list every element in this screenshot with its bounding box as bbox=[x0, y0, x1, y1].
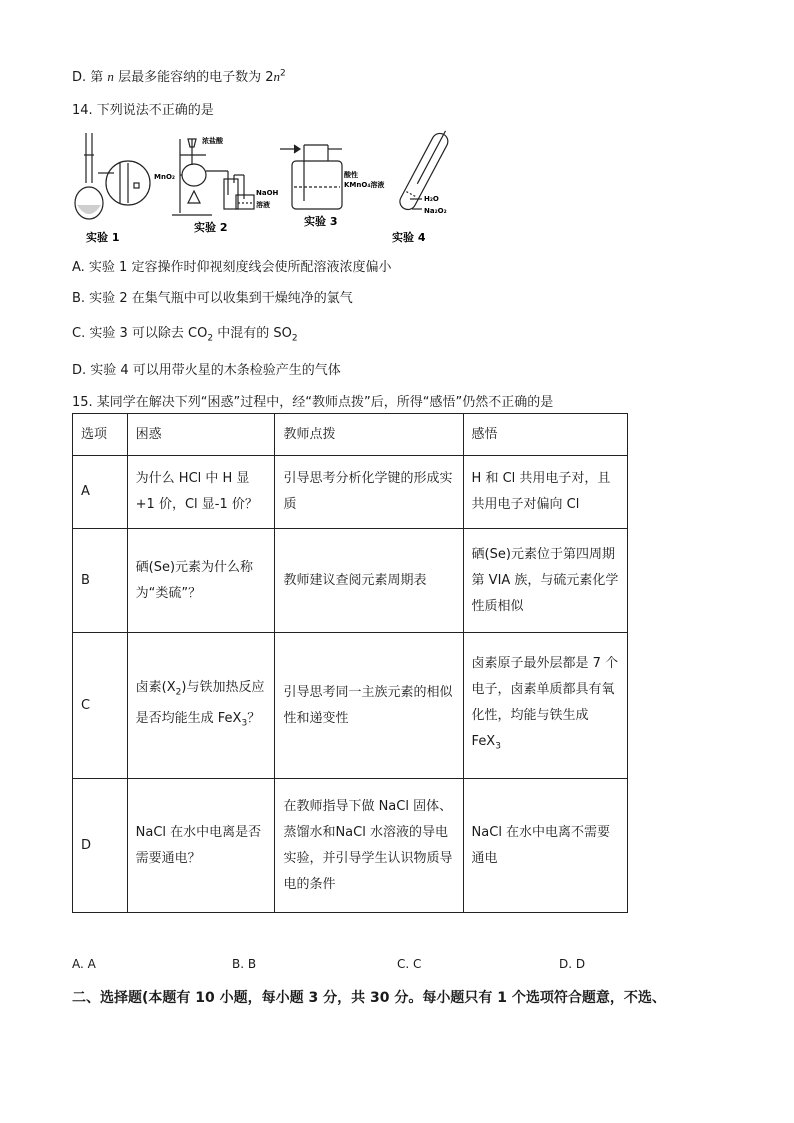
row-c-insight-sub: 3 bbox=[495, 741, 501, 752]
q13-d-exponent: 2 bbox=[279, 68, 286, 79]
row-c-confusion-sub: 2 bbox=[175, 687, 182, 698]
row-hint: 教师建议查阅元素周期表 bbox=[275, 529, 463, 633]
label-acidic: 酸性 bbox=[344, 171, 358, 179]
table-header-row bbox=[73, 414, 628, 456]
q14-option-b: B. 实验 2 在集气瓶中可以收集到干燥纯净的氯气 bbox=[72, 291, 353, 306]
table-row bbox=[73, 456, 628, 529]
q14-c-mid: 中混有的 SO bbox=[213, 326, 292, 341]
header-confusion: 困惑 bbox=[127, 414, 275, 456]
q15-answers bbox=[72, 957, 632, 975]
q14-c-text: C. 实验 3 可以除去 CO bbox=[72, 326, 208, 341]
label-solution: 溶液 bbox=[256, 201, 270, 209]
q14-option-d: D. 实验 4 可以用带火星的木条检验产生的气体 bbox=[72, 363, 341, 378]
row-confusion bbox=[127, 633, 275, 779]
row-option: A bbox=[73, 456, 128, 529]
row-c-confusion-sub2: 3 bbox=[241, 718, 248, 729]
table-row bbox=[73, 633, 628, 779]
row-hint: 引导思考同一主族元素的相似性和递变性 bbox=[275, 633, 463, 779]
label-h2o: H₂O bbox=[424, 195, 439, 203]
table-row bbox=[73, 529, 628, 633]
row-option: D bbox=[73, 779, 128, 913]
row-c-insight-pre: 卤素原子最外层都是 7 个电子，卤素单质都具有氧化性，均能与铁生成 FeX bbox=[471, 656, 619, 750]
q13-d-var: n bbox=[107, 69, 114, 84]
label-exp1: 实验 1 bbox=[86, 231, 120, 244]
q15-stem: 15. 某同学在解决下列“困惑”过程中，经“教师点拨”后，所得“感悟”仍然不正确的是 bbox=[72, 395, 554, 410]
row-option: B bbox=[73, 529, 128, 633]
row-insight: H 和 Cl 共用电子对，且共用电子对偏向 Cl bbox=[463, 456, 627, 529]
q13-d-var2: n bbox=[273, 69, 280, 84]
q13-d-text-rest: 层最多能容纳的电子数为 2 bbox=[118, 70, 274, 85]
q15-table bbox=[72, 413, 628, 913]
q14-option-a: A. 实验 1 定容操作时仰视刻度线会使所配溶液浓度偏小 bbox=[72, 260, 392, 275]
experiment-apparatus-drawing bbox=[72, 125, 462, 247]
label-exp2: 实验 2 bbox=[194, 221, 228, 234]
row-hint: 在教师指导下做 NaCl 固体、蒸馏水和NaCl 水溶液的导电实验，并引导学生认识物质导电的条件 bbox=[275, 779, 463, 913]
q14-stem: 14. 下列说法不正确的是 bbox=[72, 103, 214, 118]
row-hint: 引导思考分析化学键的形成实质 bbox=[275, 456, 463, 529]
experiment-figure bbox=[72, 125, 462, 247]
section-heading: 二、选择题(本题有 10 小题，每小题 3 分，共 30 分。每小题只有 1 个选项符合题意，不选、 bbox=[72, 990, 666, 1006]
row-confusion: 为什么 HCl 中 H 显+1 价，Cl 显-1 价？ bbox=[127, 456, 275, 529]
q13-option-d bbox=[72, 66, 286, 85]
q13-d-text: D. 第 bbox=[72, 70, 104, 85]
row-option: C bbox=[73, 633, 128, 779]
row-insight: NaCl 在水中电离不需要通电 bbox=[463, 779, 627, 913]
row-confusion: 硒(Se)元素为什么称为“类硫”？ bbox=[127, 529, 275, 633]
row-c-confusion-pre: 卤素(X bbox=[135, 679, 176, 695]
label-kmno4: KMnO₄溶液 bbox=[344, 181, 385, 189]
answer-a: A. A bbox=[72, 957, 96, 971]
row-insight: 硒(Se)元素位于第四周期第 VIA 族，与硫元素化学性质相似 bbox=[463, 529, 627, 633]
q14-option-c bbox=[72, 322, 298, 344]
header-insight: 感悟 bbox=[463, 414, 627, 456]
answer-d: D. D bbox=[559, 957, 586, 971]
label-naoh: NaOH bbox=[256, 189, 279, 197]
answer-c: C. C bbox=[397, 957, 422, 971]
answer-b: B. B bbox=[232, 957, 257, 971]
q14-c-sub2: 2 bbox=[291, 333, 298, 344]
row-confusion: NaCl 在水中电离是否需要通电？ bbox=[127, 779, 275, 913]
row-c-confusion-post: )与铁加热反应是否均能生成 FeX bbox=[135, 679, 265, 726]
label-na2o2: Na₂O₂ bbox=[424, 207, 447, 215]
q14-c-sub1: 2 bbox=[207, 333, 214, 344]
header-option: 选项 bbox=[73, 414, 128, 456]
header-hint: 教师点拨 bbox=[275, 414, 463, 456]
label-exp3: 实验 3 bbox=[304, 215, 338, 228]
table-row bbox=[73, 779, 628, 913]
label-mno2: MnO₂ bbox=[154, 173, 175, 181]
row-c-confusion-end: ？ bbox=[247, 710, 261, 726]
row-insight bbox=[463, 633, 627, 779]
label-conc-hcl: 浓盐酸 bbox=[202, 137, 223, 145]
label-exp4: 实验 4 bbox=[392, 231, 426, 244]
